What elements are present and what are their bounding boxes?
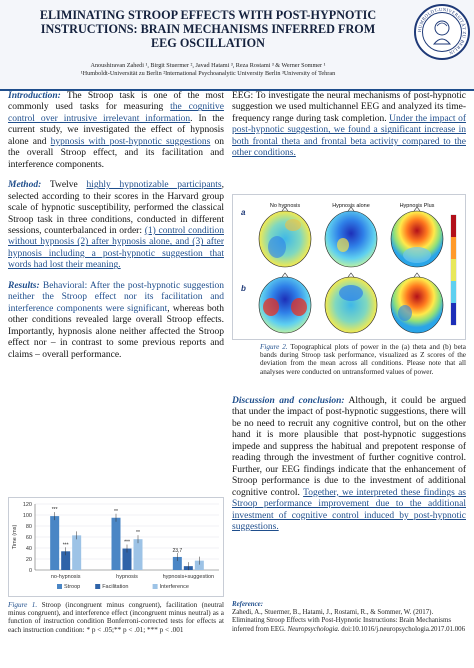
references-label: Reference: bbox=[232, 601, 263, 608]
topoplot-beta-no-hypnosis bbox=[259, 273, 311, 333]
legend-swatch bbox=[153, 584, 158, 589]
bar bbox=[112, 518, 121, 570]
university-seal-logo bbox=[414, 4, 470, 60]
title-line: INSTRUCTIONS: BRAIN MECHANISMS INFERRED FROM bbox=[40, 22, 376, 37]
author-list: Anoushiravan Zahedi ¹, Birgit Stuermer ², Javad Hatami ³, Reza Rostami ³ & Werner Sommer ¹ bbox=[90, 62, 326, 69]
figure-1-label: Figure 1. bbox=[8, 601, 38, 609]
svg-text:Hypnosis Plus: Hypnosis Plus bbox=[399, 203, 435, 209]
svg-text:HUMBOLDT-UNIVERSITÄT ZU BERLIN: HUMBOLDT-UNIVERSITÄT ZU BERLIN bbox=[416, 6, 468, 56]
references-block bbox=[232, 601, 466, 634]
figure-2-caption: Figure 2. Topographical plots of power in the (a) theta and (b) beta bands during Stroop task performance, visualized as Z scores of the deviation from the mean across all conditions. Please note that all analyses were conducted on untransformed values of power. bbox=[260, 343, 466, 376]
poster-header bbox=[0, 0, 474, 91]
bar-data-label: 23,7 bbox=[172, 547, 183, 554]
y-axis-label: Time (ms) bbox=[12, 524, 18, 550]
legend-swatch bbox=[57, 584, 62, 589]
y-tick-label: 80 bbox=[25, 524, 32, 530]
method-paragraph: Method: Twelve highly hypnotizable participants, selected according to their scores in the Harvard group scale of hypnotic susceptibility, performed the classical Stroop task in three conditions, conducted in different sessions, counterbalanced in order: (1) control condition without hypnosis (2) after hypnosis alone, and (3) after hypnosis including a post-hypnotic suggestion that words had lost their meaning. bbox=[8, 180, 225, 271]
topoplot-beta-hypnosis-plus bbox=[391, 273, 443, 333]
figure-2-label: Figure 2. bbox=[260, 343, 288, 351]
introduction-label: Introduction: bbox=[8, 91, 61, 101]
reference-entry: Zahedi, A., Stuermer, B., Hatami, J., Rostami, R., & Sommer, W. (2017). Eliminating Stroop Effects with Post-Hypnotic Instructions: Brain Mechanisms inferred from EEG. Neuropsychologia. doi:10.1016/j.neuropsychologia.2017.01.006 bbox=[232, 609, 466, 633]
legend-label: Facilitation bbox=[102, 584, 129, 590]
y-tick-label: 0 bbox=[28, 568, 32, 574]
results-label: Results: bbox=[8, 280, 40, 291]
results-paragraph: Results: Behavioral: After the post-hypnotic suggestion neither the Stroop effect nor its facilitation and interference components were significant, whereas both other conditions revealed large overall Stroop effects. Importantly, hypnosis alone neither affected the Stroop effect nor – in contrast to some previous reports and claims – overall performance. bbox=[8, 280, 224, 360]
topoplot-theta-hypnosis-plus bbox=[391, 207, 443, 267]
colorbar bbox=[451, 215, 456, 325]
bar bbox=[72, 535, 81, 570]
bar-data-label: *** bbox=[51, 507, 58, 514]
legend-swatch bbox=[95, 584, 100, 589]
title-line: ELIMINATING STROOP EFFECTS WITH POST-HYPNOTIC bbox=[39, 8, 377, 22]
figure-1-caption: Figure 1. Stroop (incongruent minus congruent), facilitation (neutral minus congruent), and interference effect (incongruent minus neutral) as a function of instruction condition Bonferroni-corrected tests for effects at each instruction condition: * p < .05;** p < .01; *** p < .001 bbox=[8, 601, 224, 634]
figure-1-chart bbox=[8, 497, 224, 597]
topoplot-theta-hypnosis-alone bbox=[325, 207, 377, 267]
title-line: EEG OSCILLATION bbox=[151, 36, 265, 51]
topoplot-beta-hypnosis-alone bbox=[325, 273, 377, 333]
svg-text:b: b bbox=[241, 284, 246, 293]
bar bbox=[134, 539, 143, 570]
y-tick-label: 60 bbox=[25, 535, 32, 541]
x-tick-label: hypnosis bbox=[116, 574, 138, 580]
bar-data-label: ** bbox=[136, 530, 140, 537]
y-tick-label: 120 bbox=[22, 502, 32, 508]
affiliation-list: ¹Humboldt-Universität zu Berlin ²International Psychoanalytic University Berlin ³University of Tehran bbox=[80, 69, 336, 77]
y-tick-label: 100 bbox=[22, 513, 32, 519]
bar-data-label: *** bbox=[124, 539, 130, 546]
legend-label: Stroop bbox=[64, 584, 81, 590]
poster-title bbox=[6, 8, 410, 51]
method-label: Method: bbox=[8, 180, 42, 191]
svg-text:No hypnosis: No hypnosis bbox=[269, 203, 301, 209]
legend-label: Interference bbox=[159, 584, 189, 590]
bar-data-label: ** bbox=[114, 508, 118, 515]
y-tick-label: 40 bbox=[25, 546, 32, 552]
author-block bbox=[6, 62, 410, 77]
topoplot-theta-no-hypnosis bbox=[259, 207, 311, 267]
x-tick-label: hypnosis+suggestion bbox=[162, 574, 215, 580]
bar-chart-svg bbox=[9, 498, 223, 596]
left-column bbox=[8, 91, 224, 365]
discussion-label: Discussion and conclusion: bbox=[232, 396, 345, 406]
x-tick-label: no-hypnosis bbox=[50, 574, 81, 580]
introduction-paragraph: Introduction: The Stroop task is one of the most commonly used tasks for measuring the cognitive control over intrusive irrelevant information. In the current study, we investigated the effect of hypnosis alone and hypnosis with post-hypnotic suggestions on the overall Stroop effect, and its facilitation and interference components. bbox=[8, 91, 224, 170]
figure-2-topoplots bbox=[232, 194, 466, 340]
bar bbox=[50, 516, 59, 570]
svg-text:a: a bbox=[241, 208, 246, 217]
svg-text:Hypnosis alone: Hypnosis alone bbox=[332, 203, 370, 209]
discussion-paragraph: Discussion and conclusion: Although, it could be argued that under the impact of post-hypnotic suggestions, there will be no need to recruit any cognitive control, but on the other hand it is more plausible that post-hypnotic suggestions impede and suppress the habitual and prepotent response of reading through the investment of further cognitive control. Further, our EEG findings indicate that the enhancement of Stroop performance is due to the investment of additional cognitive control. Together, we interpreted these findings as Stroop performance improvement due to the additional investment of cognitive control induced by post-hypnotic suggestions. bbox=[232, 396, 466, 532]
eeg-paragraph: EEG: To investigate the neural mechanisms of post-hypnotic suggestion we used multichannel EEG and analyzed its time-frequency range during task completion. Under the impact of post-hypnotic suggestion, we found a significant increase in both frontal theta and frontal beta activity compared to the other conditions. bbox=[232, 91, 467, 159]
bar-data-label: *** bbox=[62, 542, 69, 549]
y-tick-label: 20 bbox=[25, 557, 32, 563]
